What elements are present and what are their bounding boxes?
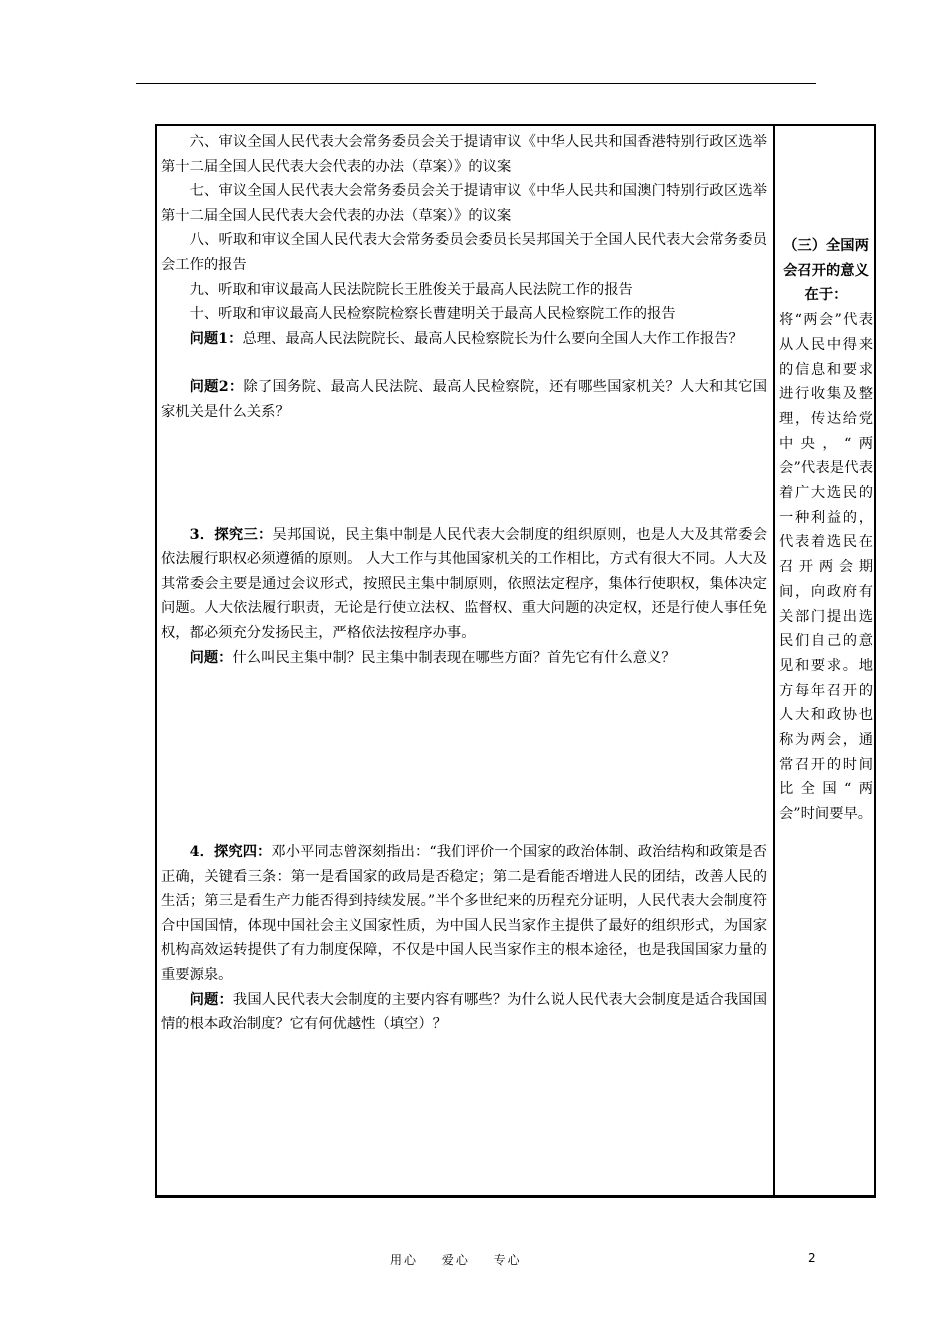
question-4-label: 问题： (189, 991, 233, 1008)
agenda-item-9: 九、听取和审议最高人民法院院长王胜俊关于最高人民法院工作的报告 (189, 281, 633, 298)
question-4 (161, 988, 767, 1037)
question-3 (161, 646, 767, 671)
inquiry-4-label: 4．探究四： (189, 844, 272, 861)
answer-space (161, 351, 767, 375)
question-2-label: 问题2： (189, 379, 244, 396)
inquiry-3-text: 吴邦国说，民主集中制是人民代表大会制度的组织原则，也是人大及其常委会依法履行职权必须遵循的原则。 人大工作与其他国家机关的工作相比，方式有很大不同。人大及其常委会主要是通过会议形式，按照民主集中制原则，依照法定程序，集体行使职权，集体决定问题。人大依法履行职责，无论是行使立法权、监督权、重大问题的决定权，还是行使人事任免权，都必须充分发扬民主，严格依法按程序办事。 (161, 526, 767, 641)
page-number: 2 (808, 1251, 816, 1265)
main-cell (161, 130, 767, 1037)
question-4-text: 我国人民代表大会制度的主要内容有哪些？为什么说人民代表大会制度是适合我国国情的根本政治制度？它有何优越性（填空）？ (161, 991, 768, 1033)
header-rule (136, 83, 816, 84)
inquiry-3-label: 3．探究三： (189, 526, 273, 543)
question-1-text: 总理、最高人民法院院长、最高人民检察院长为什么要向全国人大作工作报告？ (242, 330, 743, 347)
side-note-heading: （三）全国两会召开的意义在于： (783, 238, 869, 304)
agenda-item-8: 八、听取和审议全国人民代表大会常务委员会委员长吴邦国关于全国人民代表大会常务委员会工作的报告 (161, 232, 767, 273)
answer-space (161, 670, 767, 840)
side-note-body: 将“两会”代表从人民中得来的信息和要求进行收集及整理，传达给党中央，“两会”代表是代表着广大选民的一种利益的，代表着选民在召开两会期间，向政府有关部门提出选民们自己的意见和要求。地方每年召开的人大和政协也称为两会，通常召开的时间比全国“两会”时间要早。 (779, 312, 873, 823)
question-1 (161, 327, 767, 352)
question-2 (161, 375, 767, 424)
question-1-label: 问题1： (189, 330, 243, 347)
inquiry-4 (161, 840, 767, 988)
footer-motto: 用心 爱心 专心 (390, 1253, 522, 1267)
question-2-text: 除了国务院、最高人民法院、最高人民检察院，还有哪些国家机关？人大和其它国家机关是什么关系？ (161, 379, 767, 420)
inquiry-3 (161, 523, 767, 646)
answer-space (161, 425, 767, 523)
agenda-item-7: 七、审议全国人民代表大会常务委员会关于提请审议《中华人民共和国澳门特别行政区选举第十二届全国人民代表大会代表的办法（草案）》的议案 (161, 183, 767, 224)
column-divider (773, 126, 775, 1195)
content-table (155, 124, 876, 1198)
inquiry-4-text: 邓小平同志曾深刻指出：“我们评价一个国家的政治体制、政治结构和政策是否正确，关键看三条：第一是看国家的政局是否稳定；第二是看能否增进人民的团结，改善人民的生活；第三是看生产力能否得到持续发展。”半个多世纪来的历程充分证明，人民代表大会制度符合中国国情，体现中国社会主义国家性质，为中国人民当家作主提供了最好的组织形式，为国家机构高效运转提供了有力制度保障，不仅是中国人民当家作主的根本途径，也是我国国家力量的重要源泉。 (161, 844, 767, 984)
side-note (779, 234, 873, 827)
agenda-item-10: 十、听取和审议最高人民检察院检察长曹建明关于最高人民检察院工作的报告 (189, 306, 676, 323)
agenda-item-6: 六、审议全国人民代表大会常务委员会关于提请审议《中华人民共和国香港特别行政区选举第十二届全国人民代表大会代表的办法（草案）》的议案 (161, 134, 767, 175)
question-3-text: 什么叫民主集中制？民主集中制表现在哪些方面？首先它有什么意义？ (232, 649, 676, 666)
question-3-label: 问题： (189, 649, 233, 666)
